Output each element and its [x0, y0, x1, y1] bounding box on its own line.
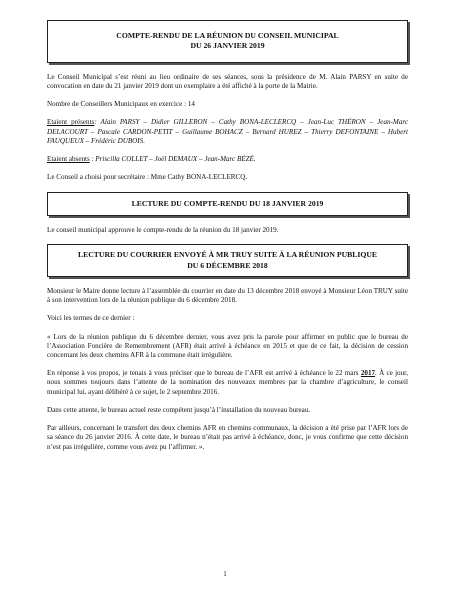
document-title-box [47, 20, 408, 63]
section2-paragraph2: Voici les termes de ce dernier : [47, 314, 135, 323]
section2-paragraph6: Par ailleurs, concernant le transfert des deux chemins AFR en chemins communaux, la décision a été prise par l’AFR lors de sa séance du 26 janvier 2016. À cette date, le bureau n’était pas arrivé à échéance, donc, je vous confirme que cette décision n’est pas irrégulière, comme vous avez pu l’affirmer. ». [47, 424, 408, 451]
intro-paragraph: Le Conseil Municipal s’est réuni au lieu ordinaire de ses séances, sous la présidence de M. Alain PARSY en suite de convocation en date du 21 janvier 2019 dont un exemplaire a été affiché à la porte de la Mairie. [47, 72, 408, 90]
section2-p4-year: 2017 [360, 369, 376, 378]
document-title-line2: DU 26 JANVIER 2019 [190, 41, 265, 51]
section2-p4-end: . À ce jour, nous sommes toujours dans l’attente de la nomination des nouveaux membres par la chambre d’agriculture, le conseil municipal lui, ayant délibéré à ce sujet, le 2 septembre 2016. [47, 369, 408, 396]
section1-text: Le conseil municipal approuve le compte-rendu de la réunion du 18 janvier 2019. [47, 225, 279, 234]
absent-names: Priscilla COLLET – Joël DEMAUX – Jean-Marc BÉZÉ. [95, 155, 256, 164]
section2-p4-start: En réponse à vos propos, je tenais à vous préciser que le bureau de l’AFR est arrivé à échéance le 22 mars [47, 369, 361, 378]
absent-prefix: : [89, 155, 96, 164]
councillor-count: Nombre de Conseillers Municipaux en exercice : 14 [47, 100, 195, 109]
present-label: Etaient présents [47, 118, 95, 127]
secretary-paragraph: Le Conseil a choisi pour secrétaire : Mme Cathy BONA-LECLERCQ. [47, 173, 248, 182]
section2-paragraph4 [47, 369, 408, 397]
section2-title-box [47, 244, 408, 277]
document-title-line1: COMPTE-RENDU DE LA RÉUNION DU CONSEIL MUNICIPAL [116, 31, 339, 40]
section2-paragraph3: « Lors de la réunion publique du 6 décembre dernier, vous avez pris la parole pour affirmer en public que le bureau de l’Association Foncière de Remembrement (AFR) était arrivé à échéance en 2015 et que de ce fait, la décision de cession concernant les deux chemins AFR à la commune était irrégulière. [47, 332, 408, 360]
section2-title-line2: DU 6 DÉCEMBRE 2018 [187, 260, 268, 270]
section2-paragraph5: Dans cette attente, le bureau actuel reste compétent jusqu’à l’installation du nouveau bureau. [47, 405, 311, 414]
section2-paragraph1: Monsieur le Maire donne lecture à l’assemblée du courrier en date du 13 décembre 2018 envoyé à Monsieur Léon TRUY suite à son intervention lors de la réunion publique du 6 décembre 2018. [47, 286, 408, 305]
present-paragraph [47, 118, 408, 146]
section2-title-line1: LECTURE DU COURRIER ENVOYÉ À MR TRUY SUITE À LA RÉUNION PUBLIQUE [77, 250, 378, 260]
page-number: 1 [223, 570, 227, 578]
section1-title: LECTURE DU COMPTE-RENDU DU 18 JANVIER 2019 [131, 198, 324, 208]
absent-label: Etaient absents [47, 155, 90, 164]
present-names: : Alain PARSY – Didier GILLERON – Cathy BONA-LECLERCQ – Jean-Luc THÉRON – Jean-Marc DELACOURT – Pascale CARDON-PETIT – Guillaume BOHACZ – Bernard HUREZ – Thierry DEFONTAINE – Hubert FAUQUEUX – Frédéric DUBOIS. [47, 118, 409, 145]
absent-paragraph [47, 155, 408, 164]
section1-title-box [47, 192, 408, 216]
